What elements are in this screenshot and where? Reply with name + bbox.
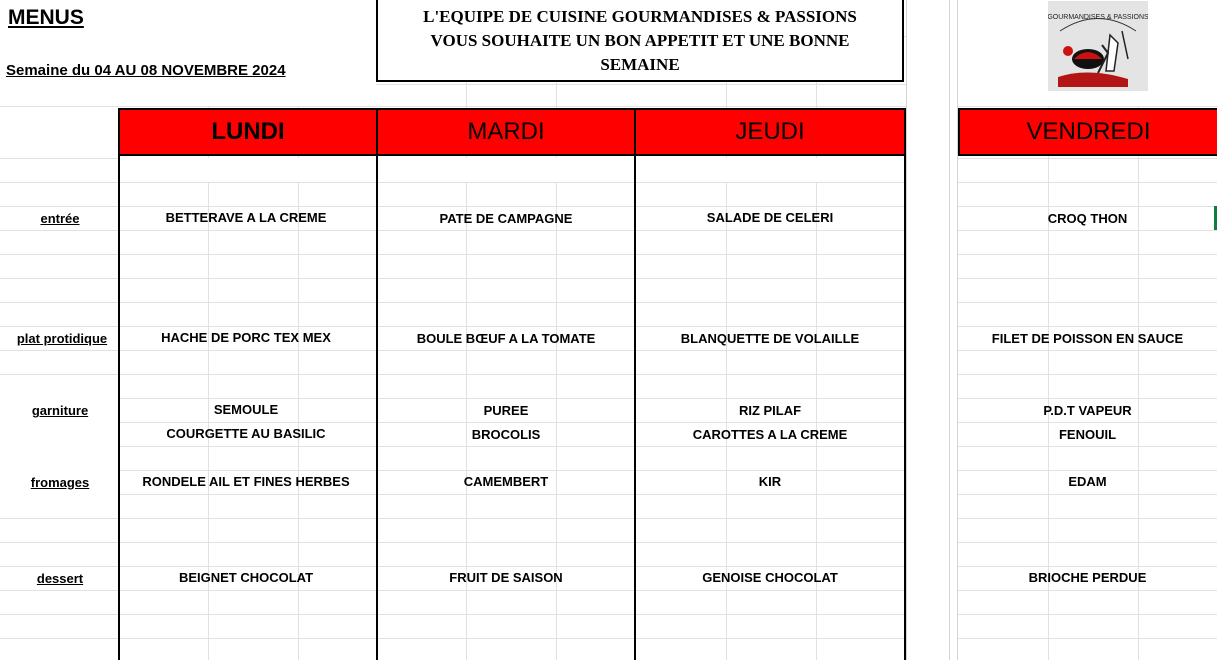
row-label-plat: plat protidique [16,331,108,346]
menu-cell: FRUIT DE SAISON [449,570,563,585]
day-header-mardi: MARDI [376,108,636,156]
week-label: Semaine du 04 AU 08 NOVEMBRE 2024 [6,62,286,79]
menu-cell: BEIGNET CHOCOLAT [178,570,314,585]
menu-cell: RONDELE AIL ET FINES HERBES [142,474,350,489]
menu-cell: BROCOLIS [471,427,541,442]
banner-line: L'EQUIPE DE CUISINE GOURMANDISES & PASSIONS [423,7,857,26]
gridline [0,106,1217,107]
banner-line: VOUS SOUHAITE UN BON APPETIT ET UNE BONNE [430,31,850,50]
menu-cell: RIZ PILAF [738,403,802,418]
row-label-entree: entrée [40,211,80,226]
menu-cell: CAMEMBERT [463,474,549,489]
banner-line: SEMAINE [600,55,680,74]
menu-cell: CROQ THON [1047,211,1128,226]
day-header-jeudi: JEUDI [634,108,906,156]
menu-cell: BETTERAVE A LA CREME [165,210,327,225]
row-label-fromages: fromages [30,475,90,490]
menu-cell: COURGETTE AU BASILIC [166,426,326,441]
spacer-column [906,0,958,660]
day-header-lundi: LUNDI [118,108,378,156]
menu-cell: KIR [758,474,782,489]
menu-cell: EDAM [1068,474,1107,489]
row-label-garniture: garniture [31,403,89,418]
menu-cell: SALADE DE CELERI [706,210,834,225]
menu-cell: P.D.T VAPEUR [1043,403,1132,418]
svg-text:GOURMANDISES & PASSIONS: GOURMANDISES & PASSIONS [1048,14,1148,21]
day-header-vendredi: VENDREDI [958,108,1217,156]
menu-cell: PUREE [483,403,529,418]
gourmandises-passions-logo-icon [1048,1,1148,91]
menu-cell: GENOISE CHOCOLAT [702,570,838,585]
menu-cell: BLANQUETTE DE VOLAILLE [680,331,860,346]
menu-cell: SEMOULE [213,402,279,417]
menu-cell: HACHE DE PORC TEX MEX [161,330,331,345]
menu-cell: CAROTTES A LA CREME [692,427,848,442]
menu-cell: BRIOCHE PERDUE [1028,570,1147,585]
row-label-dessert: dessert [36,571,84,586]
menu-cell: FILET DE POISSON EN SAUCE [991,331,1184,346]
menu-cell: BOULE BŒUF A LA TOMATE [416,331,596,346]
menu-cell: PATE DE CAMPAGNE [439,211,573,226]
welcome-banner [376,0,904,82]
page-title: MENUS [8,6,84,29]
menu-cell: FENOUIL [1058,427,1117,442]
